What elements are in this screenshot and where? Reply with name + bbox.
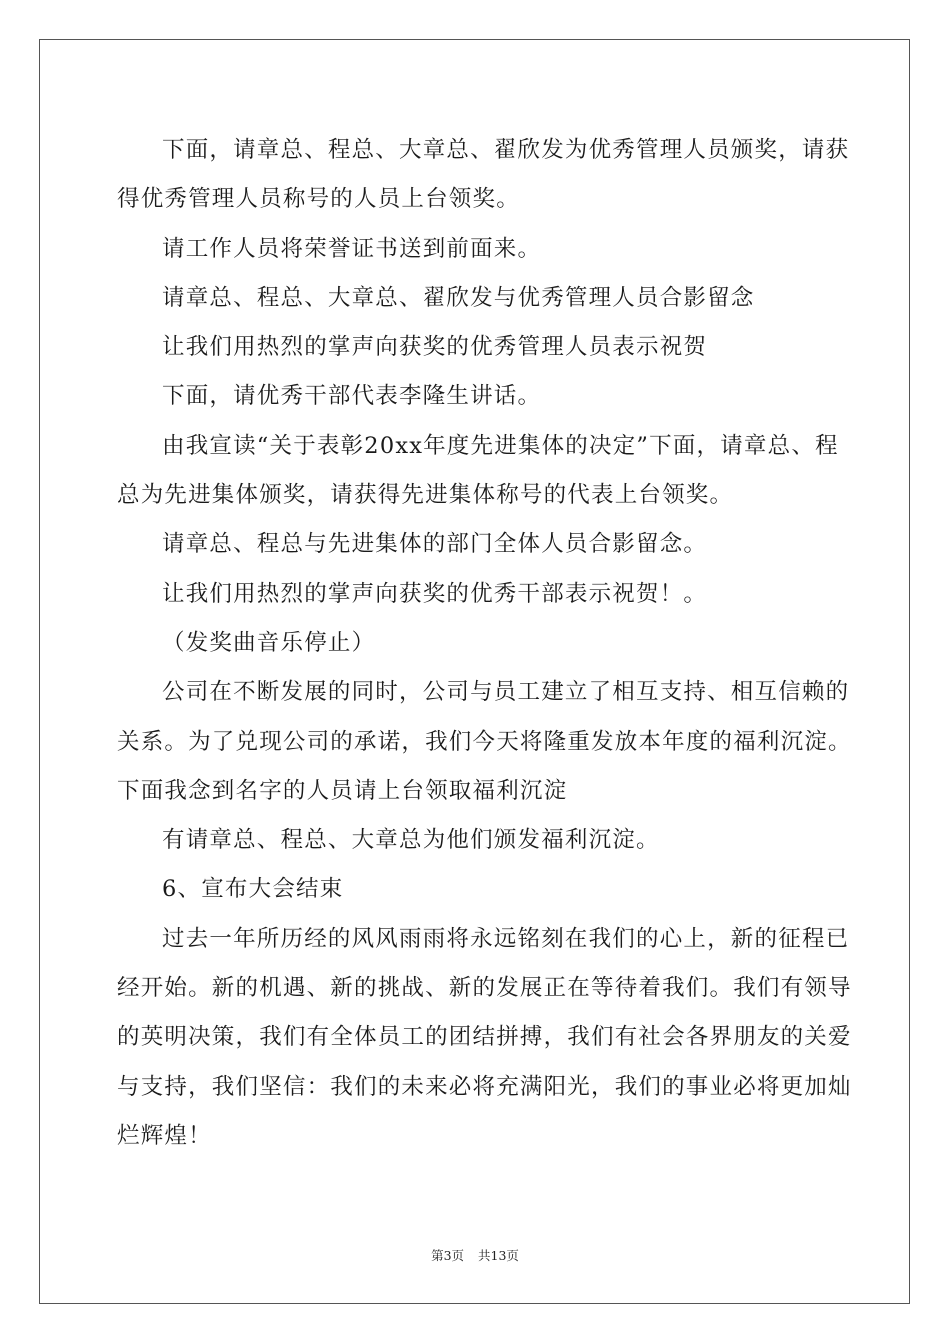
paragraph: 请章总、程总与先进集体的部门全体人员合影留念。 <box>162 531 708 558</box>
paragraph: 下面，请章总、程总、大章总、翟欣发为优秀管理人员颁奖，请获得优秀管理人员称号的人员上台领奖。 <box>117 137 850 213</box>
paragraph: 6、宣布大会结束 <box>162 876 344 903</box>
paragraph: 请章总、程总、大章总、翟欣发与优秀管理人员合影留念 <box>162 284 755 311</box>
paragraph: 让我们用热烈的掌声向获奖的优秀干部表示祝贺！。 <box>162 580 708 607</box>
page-footer <box>0 1246 950 1264</box>
paragraph: 让我们用热烈的掌声向获奖的优秀管理人员表示祝贺 <box>162 334 708 361</box>
paragraph: 有请章总、程总、大章总为他们颁发福利沉淀。 <box>162 827 660 854</box>
document-body <box>117 126 857 1161</box>
paragraph: （发奖曲音乐停止） <box>162 629 376 656</box>
paragraph: 过去一年所历经的风风雨雨将永远铭刻在我们的心上，新的征程已经开始。新的机遇、新的挑战、新的发展正在等待着我们。我们有领导的英明决策，我们有全体员工的团结拼搏，我们有社会各界朋友的关爱与支持，我们坚信：我们的未来必将充满阳光，我们的事业必将更加灿烂辉煌！ <box>117 925 852 1149</box>
paragraph: 下面，请优秀干部代表李隆生讲话。 <box>162 383 542 410</box>
paragraph: 由我宣读“关于表彰20xx年度先进集体的决定”下面，请章总、程总为先进集体颁奖，请获得先进集体称号的代表上台领奖。 <box>117 432 839 509</box>
page-number: 第3页 <box>431 1248 465 1263</box>
paragraph: 请工作人员将荣誉证书送到前面来。 <box>162 235 542 262</box>
paragraph: 公司在不断发展的同时，公司与员工建立了相互支持、相互信赖的关系。为了兑现公司的承诺，我们今天将隆重发放本年度的福利沉淀。下面我念到名字的人员请上台领取福利沉淀 <box>117 679 852 804</box>
page-total: 共13页 <box>478 1248 519 1263</box>
